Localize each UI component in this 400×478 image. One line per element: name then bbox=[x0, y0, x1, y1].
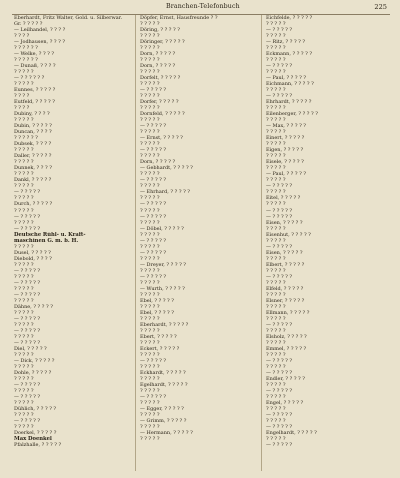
directory-entry: ? ? ? ? ? bbox=[14, 261, 34, 268]
directory-entry: — ? ? ? ? ? bbox=[140, 213, 167, 220]
directory-entry: — ? ? ? ? ? bbox=[266, 213, 293, 220]
directory-entry: Döringer, ? ? ? ? ? bbox=[140, 39, 185, 46]
directory-entry: Dähne, ? ? ? ? ? bbox=[14, 303, 53, 310]
directory-entry: ? ? ? ? ? bbox=[14, 351, 34, 358]
directory-entry: — ? ? ? ? ? bbox=[14, 418, 41, 425]
directory-entry: Dohle, ? ? ? ? ? bbox=[14, 369, 52, 376]
directory-entry: — Ritz, ? ? ? ? ? bbox=[266, 39, 306, 46]
directory-entry: ? ? ? ? ? bbox=[140, 93, 160, 100]
directory-entry: — Döbel, ? ? ? ? ? bbox=[140, 225, 184, 232]
directory-entry: ? ? ? ? ? ? bbox=[14, 57, 38, 64]
directory-entry: ? ? ? ? ? bbox=[14, 297, 34, 304]
directory-entry: — ? ? ? ? ? bbox=[266, 183, 293, 190]
directory-entry: ? ? ? ? ? bbox=[266, 267, 286, 274]
directory-entry: Eckert, ? ? ? ? ? bbox=[140, 345, 180, 352]
directory-entry: — ? ? ? ? ? ? bbox=[14, 75, 45, 82]
directory-entry: — Paul, ? ? ? ? ? bbox=[266, 171, 306, 178]
directory-entry: — ? ? ? ? ? bbox=[140, 147, 167, 154]
directory-entry: ? ? ? ? ? bbox=[14, 183, 34, 190]
directory-column-left bbox=[14, 15, 131, 473]
directory-entry: ? ? ? ? ? bbox=[140, 267, 160, 274]
directory-entry: — Dreyer, ? ? ? ? ? bbox=[140, 261, 186, 268]
directory-entry: ? ? ? ? ? bbox=[140, 33, 160, 40]
directory-entry: Döring, ? ? ? ? ? bbox=[140, 27, 180, 34]
directory-entry: ? ? ? ? ? bbox=[14, 147, 34, 154]
directory-entry: — ? ? ? ? ? bbox=[140, 123, 167, 130]
directory-entry: ? ? ? ? ? bbox=[266, 105, 286, 112]
directory-entry: Eitel, ? ? ? ? ? bbox=[266, 195, 301, 202]
directory-entry: ? ? ? ? ? bbox=[266, 129, 286, 136]
directory-entry: Ehrhardt, ? ? ? ? ? bbox=[266, 99, 312, 106]
directory-entry: ? ? ? ? ? bbox=[140, 243, 160, 250]
directory-entry: ? ? ? ? bbox=[14, 33, 30, 40]
directory-entry: ? ? ? ? ? bbox=[266, 69, 286, 76]
directory-entry: Eigen, ? ? ? ? ? bbox=[266, 147, 304, 154]
directory-entry: ? ? ? ? ? bbox=[266, 291, 286, 298]
directory-entry: Eisen, ? ? ? ? ? bbox=[266, 249, 303, 256]
directory-entry: — ? ? ? ? ? bbox=[14, 291, 41, 298]
directory-entry: Dorn, ? ? ? ? ? bbox=[140, 159, 176, 166]
directory-entry: ? ? ? ? ? bbox=[14, 285, 34, 292]
directory-entry: — Paul, ? ? ? ? ? bbox=[266, 75, 306, 82]
directory-entry: ? ? ? ? ? bbox=[266, 237, 286, 244]
directory-entry: ? ? ? ? ? bbox=[140, 387, 160, 394]
directory-entry: ? ? ? ? ? bbox=[266, 33, 286, 40]
directory-entry: Dorn, ? ? ? ? ? bbox=[140, 63, 176, 70]
directory-entry: ? ? ? ? ? bbox=[140, 291, 160, 298]
directory-entry: ? ? ? ? ? bbox=[14, 243, 34, 250]
directory-entry: Dühlich, ? ? ? ? ? bbox=[14, 406, 57, 413]
directory-entry: — ? ? ? ? ? bbox=[14, 315, 41, 322]
directory-entry: ? ? ? ? ? bbox=[140, 363, 160, 370]
directory-entry: Dusel, ? ? ? ? ? bbox=[14, 249, 51, 256]
directory-entry: Dankl, ? ? ? ? ? bbox=[14, 177, 52, 184]
directory-entry: Eichfelde, ? ? ? ? ? bbox=[266, 15, 313, 21]
directory-entry: — ? ? ? ? ? bbox=[266, 369, 293, 376]
directory-entry: — ? ? ? ? ? bbox=[14, 213, 41, 220]
directory-entry: — ? ? ? ? ? bbox=[266, 93, 293, 100]
directory-entry: ? ? ? ? ? bbox=[140, 105, 160, 112]
directory-entry: — ? ? ? ? ? bbox=[266, 63, 293, 70]
directory-entry: ? ? ? ? ? bbox=[266, 21, 286, 28]
directory-entry: — Ehrhard, ? ? ? ? ? bbox=[140, 189, 190, 196]
directory-entry: — ? ? ? ? ? bbox=[140, 201, 167, 208]
directory-entry: — ? ? ? ? ? bbox=[266, 387, 293, 394]
directory-entry: ? ? ? ? ? bbox=[140, 231, 160, 238]
directory-entry: — ? ? ? ? ? bbox=[140, 237, 167, 244]
directory-entry: maschinen G. m. b. H. bbox=[14, 237, 79, 244]
directory-entry: ? ? ? ? ? bbox=[14, 321, 34, 328]
directory-entry: ? ? ? ? ? bbox=[266, 57, 286, 64]
page-title: Branchen-Telefonbuch bbox=[166, 3, 240, 10]
directory-entry: ? ? ? ? ? bbox=[266, 351, 286, 358]
directory-entry: ? ? ? ? ? bbox=[14, 309, 34, 316]
directory-entry: ? ? ? ? ? bbox=[140, 375, 160, 382]
directory-entry: ? ? ? ? ? bbox=[266, 177, 286, 184]
directory-entry: ? ? ? ? ? bbox=[140, 412, 160, 419]
directory-entry: — ? ? ? ? ? bbox=[14, 225, 41, 232]
directory-entry: — ? ? ? ? ? bbox=[266, 442, 293, 449]
directory-entry: — Dunaß, ? ? ? ? bbox=[14, 63, 56, 70]
directory-entry: Egelhardt, ? ? ? ? ? bbox=[140, 381, 188, 388]
directory-entry: Eberhardt, ? ? ? ? ? bbox=[140, 321, 189, 328]
directory-entry: ? ? ? ? ? bbox=[140, 436, 160, 443]
directory-entry: Diel, ? ? ? ? ? bbox=[14, 345, 47, 352]
directory-entry: Ellmann, ? ? ? ? ? bbox=[266, 309, 310, 316]
directory-entry: — ? ? ? ? ? bbox=[266, 243, 293, 250]
directory-entry: — Jodhausen, ? ? ? ? bbox=[14, 39, 65, 46]
directory-entry: — Hermann, ? ? ? ? ? bbox=[140, 430, 193, 437]
directory-column-right bbox=[266, 15, 390, 473]
directory-entry: Duncan, ? ? ? ? bbox=[14, 129, 52, 136]
directory-entry: ? ? ? ? ? bbox=[266, 363, 286, 370]
directory-entry: — ? ? ? ? ? bbox=[140, 357, 167, 364]
directory-entry: — ? ? ? ? ? bbox=[266, 424, 293, 431]
directory-entry: Dunnek, ? ? ? ? bbox=[14, 165, 52, 172]
directory-entry: Deutsche Rühl- u. Kraft- bbox=[14, 231, 86, 238]
directory-entry: Eberhardt, Fritz Walter, Gold. u. Silberwar. bbox=[14, 15, 123, 21]
directory-entry: ? ? ? ? ? ? bbox=[14, 45, 38, 52]
directory-entry: — ? ? ? ? ? bbox=[266, 412, 293, 419]
directory-entry: Engelhardt, ? ? ? ? ? bbox=[266, 430, 317, 437]
directory-entry: — ? ? ? ? ? bbox=[14, 189, 41, 196]
directory-entry: ? ? ? ? ? bbox=[266, 418, 286, 425]
directory-entry: ? ? ? ? ? bbox=[140, 400, 160, 406]
directory-entry: — ? ? ? ? ? bbox=[14, 381, 41, 388]
directory-entry: ? ? ? ? ? bbox=[266, 153, 286, 160]
directory-entry: ? ? ? ? ? bbox=[14, 69, 34, 76]
directory-entry: Dorfelt, ? ? ? ? ? bbox=[140, 75, 181, 82]
directory-entry: ? ? ? ? ? bbox=[266, 406, 286, 413]
directory-entry: ? ? ? ? ? bbox=[140, 129, 160, 136]
directory-entry: ? ? ? ? ? bbox=[266, 87, 286, 94]
directory-entry: — ? ? ? ? ? bbox=[266, 357, 293, 364]
directory-entry: Dubsek, ? ? ? ? bbox=[14, 141, 52, 148]
directory-entry: ? ? ? ? ? bbox=[140, 424, 160, 431]
directory-entry: Eisen, ? ? ? ? ? bbox=[266, 219, 303, 226]
directory-entry: Ebel, ? ? ? ? ? bbox=[140, 309, 174, 316]
directory-entry: Dornfeld, ? ? ? ? ? bbox=[140, 111, 185, 118]
directory-entry: — ? ? ? ? ? bbox=[140, 177, 167, 184]
directory-entry: Elbert, ? ? ? ? ? bbox=[266, 261, 305, 268]
directory-entry: Eilenberger, ? ? ? ? ? bbox=[266, 111, 318, 118]
directory-entry: ? ? ? ? ? bbox=[266, 165, 286, 172]
directory-entry: — ? ? ? ? ? bbox=[266, 27, 293, 34]
directory-entry: — ? ? ? ? ? bbox=[140, 249, 167, 256]
directory-entry: ? ? ? ? ? bbox=[140, 219, 160, 226]
directory-entry: — Grimm, ? ? ? ? ? bbox=[140, 418, 187, 425]
directory-entry: Doerkel, ? ? ? ? ? bbox=[14, 430, 57, 437]
directory-entry: ? ? ? ? ? bbox=[140, 279, 160, 286]
directory-entry: ? ? ? ? ? bbox=[140, 195, 160, 202]
directory-entry: ? ? ? ? ? bbox=[14, 117, 34, 124]
directory-entry: ? ? ? ? ? bbox=[140, 315, 160, 322]
directory-entry: Pfalzhalle, ? ? ? ? ? bbox=[14, 442, 62, 449]
directory-entry: ? ? ? ? ? bbox=[14, 207, 34, 214]
directory-entry: Daller, ? ? ? ? ? bbox=[14, 153, 52, 160]
directory-entry: ? ? ? ? ? bbox=[266, 327, 286, 334]
directory-entry: Eisele, ? ? ? ? ? bbox=[266, 159, 304, 166]
directory-entry: ? ? ? ? ? bbox=[14, 81, 34, 88]
directory-entry: ? ? ? ? ? bbox=[266, 393, 286, 400]
directory-entry: Durch, ? ? ? ? ? bbox=[14, 201, 53, 208]
page-number: 225 bbox=[374, 3, 387, 11]
directory-entry: — Gebhardt, ? ? ? ? ? bbox=[140, 165, 193, 172]
directory-entry: ? ? ? ? ? bbox=[140, 327, 160, 334]
directory-entry: — Egger, ? ? ? ? ? bbox=[140, 406, 184, 413]
directory-entry: ? ? ? ? bbox=[14, 105, 30, 112]
directory-entry: ? ? ? ? ? bbox=[266, 117, 286, 124]
directory-entry: Gr. ? ? ? ? ? bbox=[14, 21, 43, 28]
directory-entry: Eckhardt, ? ? ? ? ? bbox=[140, 369, 186, 376]
directory-entry: ? ? ? ? ? bbox=[140, 81, 160, 88]
directory-entry: ? ? ? ? ? bbox=[140, 183, 160, 190]
directory-entry: Dorn, ? ? ? ? ? bbox=[140, 51, 176, 58]
directory-entry: ? ? ? ? ? bbox=[140, 303, 160, 310]
directory-entry: ? ? ? ? ? bbox=[266, 141, 286, 148]
directory-entry: ? ? ? ? ? bbox=[140, 141, 160, 148]
directory-entry: — ? ? ? ? ? bbox=[266, 321, 293, 328]
directory-entry: Engel, ? ? ? ? ? bbox=[266, 400, 304, 406]
directory-entry: ? ? ? ? ? bbox=[140, 153, 160, 160]
directory-entry: ? ? ? ? ? bbox=[140, 117, 160, 124]
directory-entry: ? ? ? ? ? bbox=[140, 57, 160, 64]
directory-entry: Dubiny, ? ? ? ? bbox=[14, 111, 50, 118]
directory-entry: ? ? ? ? ? bbox=[14, 273, 34, 280]
directory-entry: ? ? ? ? ? bbox=[140, 339, 160, 346]
directory-entry: Endler, ? ? ? ? ? bbox=[266, 375, 305, 382]
directory-entry: ? ? ? ? ? bbox=[266, 201, 286, 208]
directory-entry: ? ? ? ? ? bbox=[266, 339, 286, 346]
directory-entry: ? ? ? ? ? bbox=[14, 159, 34, 166]
directory-entry: Dorfer, ? ? ? ? ? bbox=[140, 99, 179, 106]
directory-entry: — ? ? ? ? ? bbox=[14, 267, 41, 274]
directory-entry: ? ? ? ? ? bbox=[14, 412, 34, 419]
directory-entry: ? ? ? ? ? bbox=[266, 189, 286, 196]
column-divider bbox=[135, 15, 136, 471]
directory-entry: ? ? ? ? ? bbox=[266, 381, 286, 388]
directory-entry: ? ? ? ? ? bbox=[14, 400, 34, 406]
directory-entry: — ? ? ? ? ? bbox=[266, 207, 293, 214]
directory-entry: Eckmann, ? ? ? ? ? bbox=[266, 51, 312, 58]
directory-entry: Dubin, ? ? ? ? ? bbox=[14, 123, 52, 130]
directory-entry: Eichmann, ? ? ? ? ? bbox=[266, 81, 314, 88]
directory-entry: — ? ? ? ? ? bbox=[140, 393, 167, 400]
directory-entry: ? ? ? ? ? bbox=[140, 207, 160, 214]
directory-entry: — Wurth, ? ? ? ? ? bbox=[140, 285, 185, 292]
directory-entry: ? ? ? ? ? bbox=[266, 303, 286, 310]
directory-entry: ? ? ? ? ? bbox=[266, 315, 286, 322]
directory-entry: — Max, ? ? ? ? ? bbox=[266, 123, 306, 130]
directory-entry: ? ? ? ? ? bbox=[14, 219, 34, 226]
directory-entry: ? ? ? ? ? bbox=[140, 69, 160, 76]
directory-entry: — Leilhandel, ? ? ? ? bbox=[14, 27, 66, 34]
directory-entry: Emmel, ? ? ? ? ? bbox=[266, 345, 307, 352]
directory-entry: ? ? ? ? ? bbox=[140, 171, 160, 178]
directory-entry: ? ? ? ? ? bbox=[266, 45, 286, 52]
directory-entry: Max Doenkel bbox=[14, 436, 52, 443]
directory-entry: — Welke, ? ? ? ? bbox=[14, 51, 55, 58]
directory-entry: ? ? ? ? ? bbox=[140, 255, 160, 262]
directory-entry: Eunnes, ? ? ? ? ? bbox=[14, 87, 56, 94]
directory-entry: ? ? ? ? ? bbox=[14, 387, 34, 394]
directory-entry: — ? ? ? ? ? bbox=[140, 87, 167, 94]
directory-entry: — ? ? ? ? ? bbox=[14, 327, 41, 334]
directory-entry: Elsholz, ? ? ? ? ? bbox=[266, 333, 307, 340]
directory-entry: Elfeld, ? ? ? ? ? bbox=[266, 285, 304, 292]
directory-entry: — ? ? ? ? ? bbox=[14, 393, 41, 400]
directory-entry: — ? ? ? ? ? bbox=[140, 273, 167, 280]
directory-entry: ? ? ? ? ? bbox=[266, 255, 286, 262]
directory-entry: ? ? ? ? ? bbox=[14, 171, 34, 178]
directory-column-middle bbox=[140, 15, 257, 473]
directory-entry: Döpfer, Ernst, Hausfreunde ? ? bbox=[140, 15, 218, 21]
directory-entry: ? ? ? ? ? bbox=[14, 424, 34, 431]
directory-entry: ? ? ? ? ? bbox=[140, 21, 160, 28]
directory-entry: — ? ? ? ? ? bbox=[14, 279, 41, 286]
directory-entry: ? ? ? ? ? bbox=[14, 375, 34, 382]
directory-entry: Eutfeld, ? ? ? ? ? bbox=[14, 99, 55, 106]
directory-entry: ? ? ? ? ? bbox=[14, 333, 34, 340]
directory-entry: — ? ? ? ? ? bbox=[266, 273, 293, 280]
directory-entry: ? ? ? ? ? bbox=[266, 279, 286, 286]
directory-entry: Ebel, ? ? ? ? ? bbox=[140, 297, 174, 304]
directory-entry: ? ? ? ? ? bbox=[140, 351, 160, 358]
directory-entry: — Ernst, ? ? ? ? ? bbox=[140, 135, 183, 142]
directory-entry: ? ? ? ? bbox=[14, 93, 30, 100]
directory-entry: — ? ? ? ? ? bbox=[14, 339, 41, 346]
directory-entry: Ebert, ? ? ? ? ? bbox=[140, 333, 177, 340]
column-divider bbox=[261, 15, 262, 471]
directory-entry: — Dick, ? ? ? ? ? bbox=[14, 357, 55, 364]
directory-entry: ? ? ? ? ? bbox=[14, 195, 34, 202]
directory-entry: Einert, ? ? ? ? ? bbox=[266, 135, 305, 142]
directory-entry: ? ? ? ? ? bbox=[14, 363, 34, 370]
directory-entry: ? ? ? ? ? ? bbox=[14, 135, 38, 142]
directory-entry: Elsner, ? ? ? ? ? bbox=[266, 297, 305, 304]
directory-entry: ? ? ? ? ? bbox=[140, 45, 160, 52]
directory-entry: Eisenhut, ? ? ? ? ? bbox=[266, 231, 311, 238]
directory-entry: ? ? ? ? ? bbox=[266, 225, 286, 232]
directory-entry: Diebold, ? ? ? ? bbox=[14, 255, 52, 262]
directory-entry: ? ? ? ? ? bbox=[266, 436, 286, 443]
